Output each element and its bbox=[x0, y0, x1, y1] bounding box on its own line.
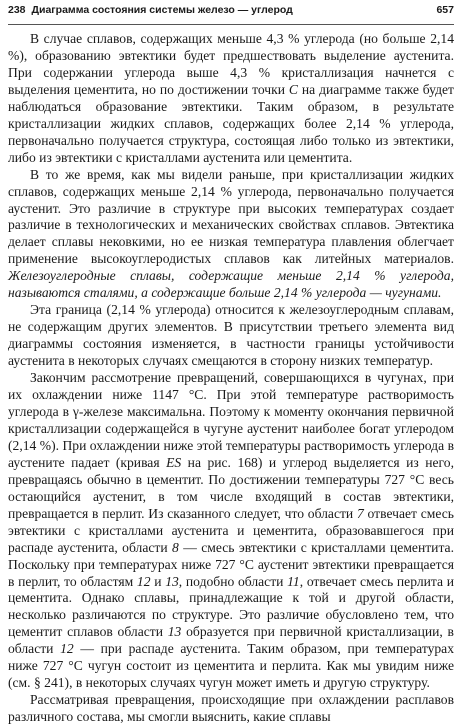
paragraph bbox=[8, 370, 454, 692]
text-run: Рассматривая превращения, происходящие при охлаждении расплавов различного состава, мы смогли выяснить, какие сплавы bbox=[8, 692, 454, 725]
text-run: отвечает смесь эвтектики с кристаллами аустенита и цементита, образовавшегося при распаде аустенита, области bbox=[8, 505, 454, 555]
italic-text-run: 13 bbox=[167, 624, 182, 640]
text-run: Закончим рассмотрение превращений, совершающихся в чугунах, при их охлаждении ниже 1147 °C. При этой температуре растворимость углерода в γ-железе максимальна. Поэтому к моменту окончания первичной кристаллизации содержащейся в чугуне аустенит наиболее богат углеродом (2,14 %). При охлаждении ниже этой температуры растворимость углерода в аустените падает (кривая bbox=[8, 370, 454, 470]
page-number-right: 657 bbox=[436, 4, 454, 16]
italic-text-run: 8 bbox=[172, 539, 179, 555]
italic-text-run: C bbox=[288, 81, 298, 97]
text-run: образуется при первичной кристаллизации, в области bbox=[8, 624, 454, 657]
paragraph bbox=[8, 31, 454, 167]
header-left bbox=[8, 4, 293, 16]
text-run: — при распаде аустенита. Таким образом, при температурах ниже 727 °C чугун состоит из цементита и перлита. Как мы увидим ниже (см. § 241), в некоторых случаях чугун может иметь и другую структуру. bbox=[8, 641, 455, 691]
italic-text-run: 12 bbox=[136, 573, 151, 589]
paragraph bbox=[8, 302, 454, 370]
italic-text-run: 12 bbox=[60, 641, 74, 657]
body-text bbox=[8, 31, 454, 726]
italic-text-run: 7 bbox=[356, 505, 364, 521]
paragraph bbox=[8, 692, 454, 726]
text-run: на диаграмме также будет наблюдаться образование эвтектики. Таким образом, в результате кристаллизации жидких сплавов, содержащих более 2,14 % углерода, первоначально получается структура, состоящая либо только из эвтектики, либо из эвтектики с кристаллами аустенита или цементита. bbox=[8, 81, 454, 165]
page-number-left: 238 bbox=[8, 4, 26, 16]
italic-text-run: 11 bbox=[287, 573, 300, 589]
italic-text-run: 13 bbox=[165, 573, 179, 589]
running-header bbox=[8, 4, 454, 25]
paragraph bbox=[8, 167, 454, 303]
text-run: и bbox=[150, 573, 166, 589]
text-run: В то же время, как мы видели раньше, при кристаллизации жидких сплавов, содержащих меньше 2,14 % углерода, первоначально получается аустенит. Это различие в структуре при высоких температурах создает различие в технологических и механических свойствах сплавов. Эвтектика делает сплавы нековкими, но ее низкая температура плавления облегчает применение высокоуглеродистых сплавов как литейных материалов. bbox=[8, 166, 454, 267]
text-run: , подобно области bbox=[178, 573, 288, 589]
book-page bbox=[8, 4, 455, 725]
text-run: на рис. 168) и углерод выделяется из него, превращаясь обычно в цементит. По достижении температуры 727 °C весь остающийся аустенит, в том числе входящий в состав эвтектики, превращается в перлит. Из сказанного следует, что области bbox=[8, 454, 454, 521]
text-run: — смесь эвтектики с кристаллами цементита. Поскольку при температурах ниже 727 °C аустенит эвтектики превращается в перлит, то областям bbox=[8, 539, 454, 589]
text-run: Эта граница (2,14 % углерода) относится к железоуглеродным сплавам, не содержащим других элементов. В присутствии третьего элемента вид диаграммы состояния изменяется, в частности границы устойчивости аустенита в некоторых случаях смещаются в сторону низких температур. bbox=[8, 302, 454, 369]
italic-text-run: ES bbox=[166, 454, 182, 470]
section-title: Диаграмма состояния системы железо — углерод bbox=[31, 4, 293, 16]
text-run: , отвечает смесь перлита и цементита. Однако сплавы, принадлежащие к той и другой области, несколько различаются по структуре. Это различие обусловлено тем, что цементит сплавов области bbox=[8, 573, 454, 640]
italic-text-run: Железоуглеродные сплавы, содержащие меньше 2,14 % углерода, называются сталями, а содержащие больше 2,14 % углерода — чугунами. bbox=[8, 268, 454, 301]
text-run: В случае сплавов, содержащих меньше 4,3 % углерода (но больше 2,14 %), образованию эвтектики будет предшествовать выделение аустенита. При содержании углерода выше 4,3 % кристаллизация начнется с выделения цементита, но по достижении точки bbox=[8, 31, 454, 97]
